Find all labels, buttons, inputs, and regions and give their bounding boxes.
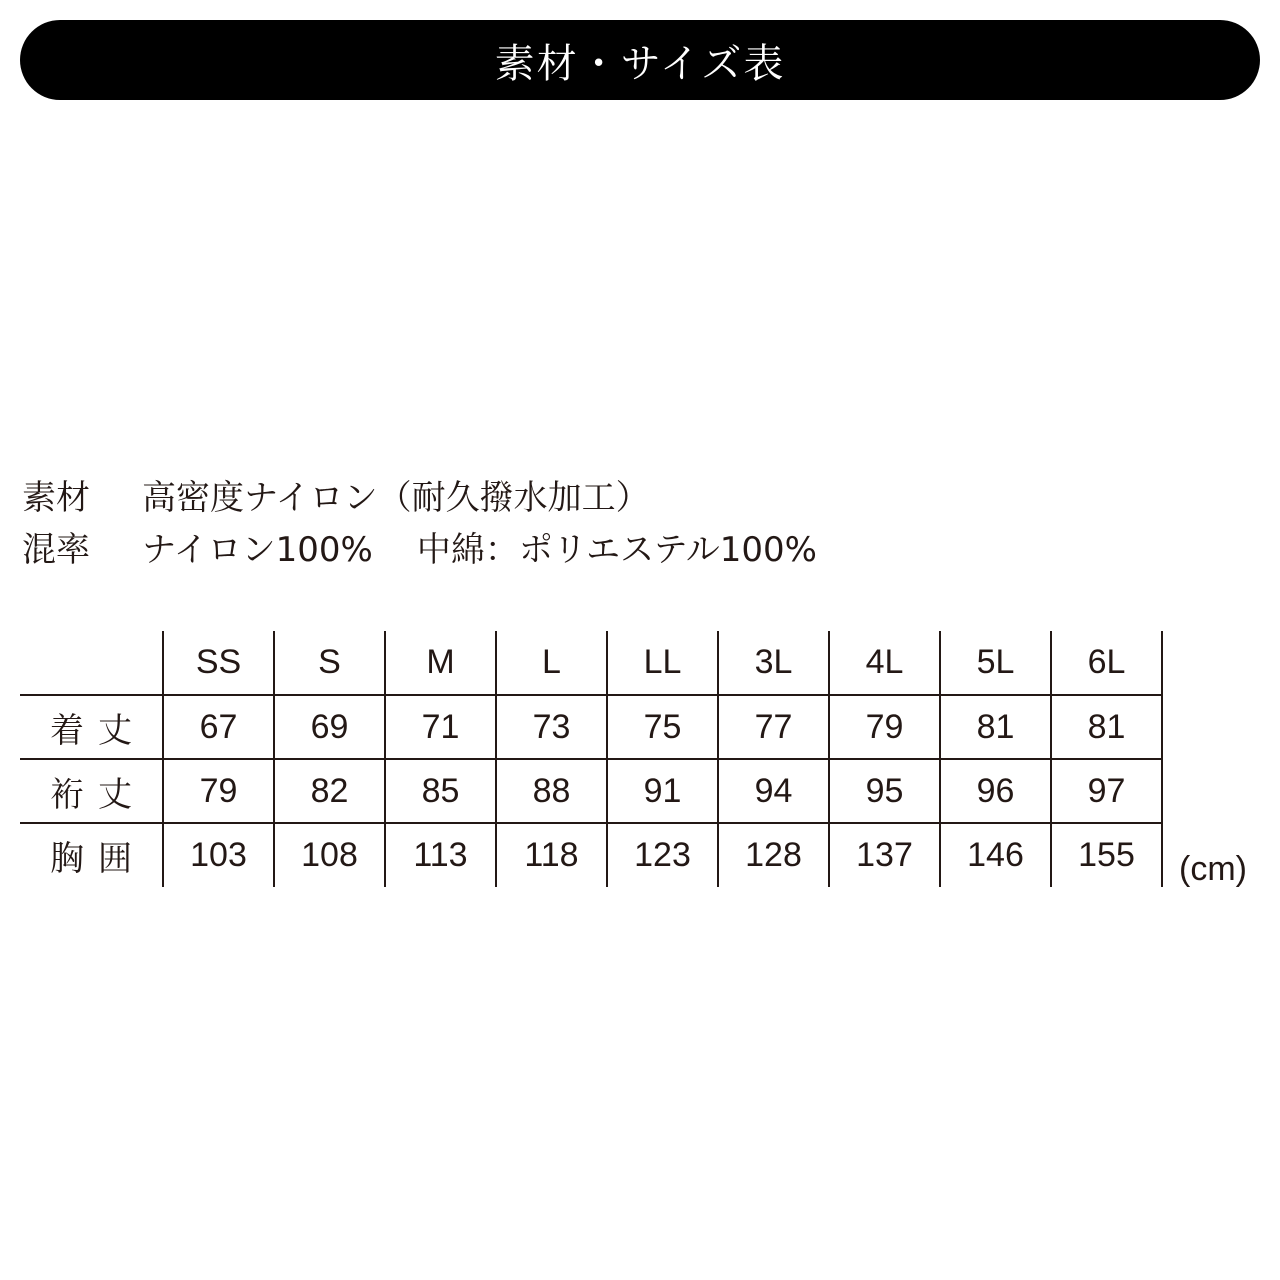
size-table	[20, 631, 1163, 887]
table-cell: 73	[496, 695, 607, 759]
size-header: L	[496, 631, 607, 695]
header-corner-cell	[20, 631, 163, 695]
row-label: 胸囲	[50, 839, 146, 879]
material-value: 高密度ナイロン（耐久撥水加工）	[142, 478, 650, 518]
table-cell: 67	[163, 695, 274, 759]
table-row	[20, 695, 1162, 759]
table-cell: 128	[718, 823, 829, 887]
table-cell: 123	[607, 823, 718, 887]
size-header-row	[20, 631, 1162, 695]
table-cell: 155	[1051, 823, 1162, 887]
table-cell: 146	[940, 823, 1051, 887]
table-cell: 113	[385, 823, 496, 887]
table-cell: 96	[940, 759, 1051, 823]
table-cell: 103	[163, 823, 274, 887]
table-cell: 81	[940, 695, 1051, 759]
table-cell: 88	[496, 759, 607, 823]
table-cell: 75	[607, 695, 718, 759]
table-cell: 79	[163, 759, 274, 823]
table-cell: 94	[718, 759, 829, 823]
table-cell: 118	[496, 823, 607, 887]
table-cell: 108	[274, 823, 385, 887]
blend-outer-value: ナイロン100%	[142, 530, 373, 570]
size-header: S	[274, 631, 385, 695]
table-cell: 79	[829, 695, 940, 759]
size-header: 3L	[718, 631, 829, 695]
size-header: 6L	[1051, 631, 1162, 695]
material-label: 素材	[22, 478, 90, 518]
size-header: M	[385, 631, 496, 695]
row-label: 裄丈	[20, 759, 163, 823]
banner-title: 素材・サイズ表	[494, 40, 786, 87]
size-header: 5L	[940, 631, 1051, 695]
table-row	[20, 823, 1162, 887]
table-row	[20, 759, 1162, 823]
table-cell: 95	[829, 759, 940, 823]
table-cell: 69	[274, 695, 385, 759]
table-cell: 97	[1051, 759, 1162, 823]
table-cell: 91	[607, 759, 718, 823]
table-cell: 77	[718, 695, 829, 759]
size-header: 4L	[829, 631, 940, 695]
size-header: LL	[607, 631, 718, 695]
table-cell: 71	[385, 695, 496, 759]
blend-filling-value: 中綿：ポリエステル100%	[416, 530, 817, 570]
table-cell: 82	[274, 759, 385, 823]
blend-spec	[22, 530, 817, 570]
blend-label: 混率	[22, 530, 90, 570]
row-label: 着丈	[20, 695, 163, 759]
table-cell: 81	[1051, 695, 1162, 759]
title-banner	[20, 20, 1260, 100]
table-cell: 137	[829, 823, 940, 887]
material-spec	[22, 478, 650, 518]
table-cell: 85	[385, 759, 496, 823]
size-header: SS	[163, 631, 274, 695]
unit-label: (cm)	[1179, 850, 1247, 888]
